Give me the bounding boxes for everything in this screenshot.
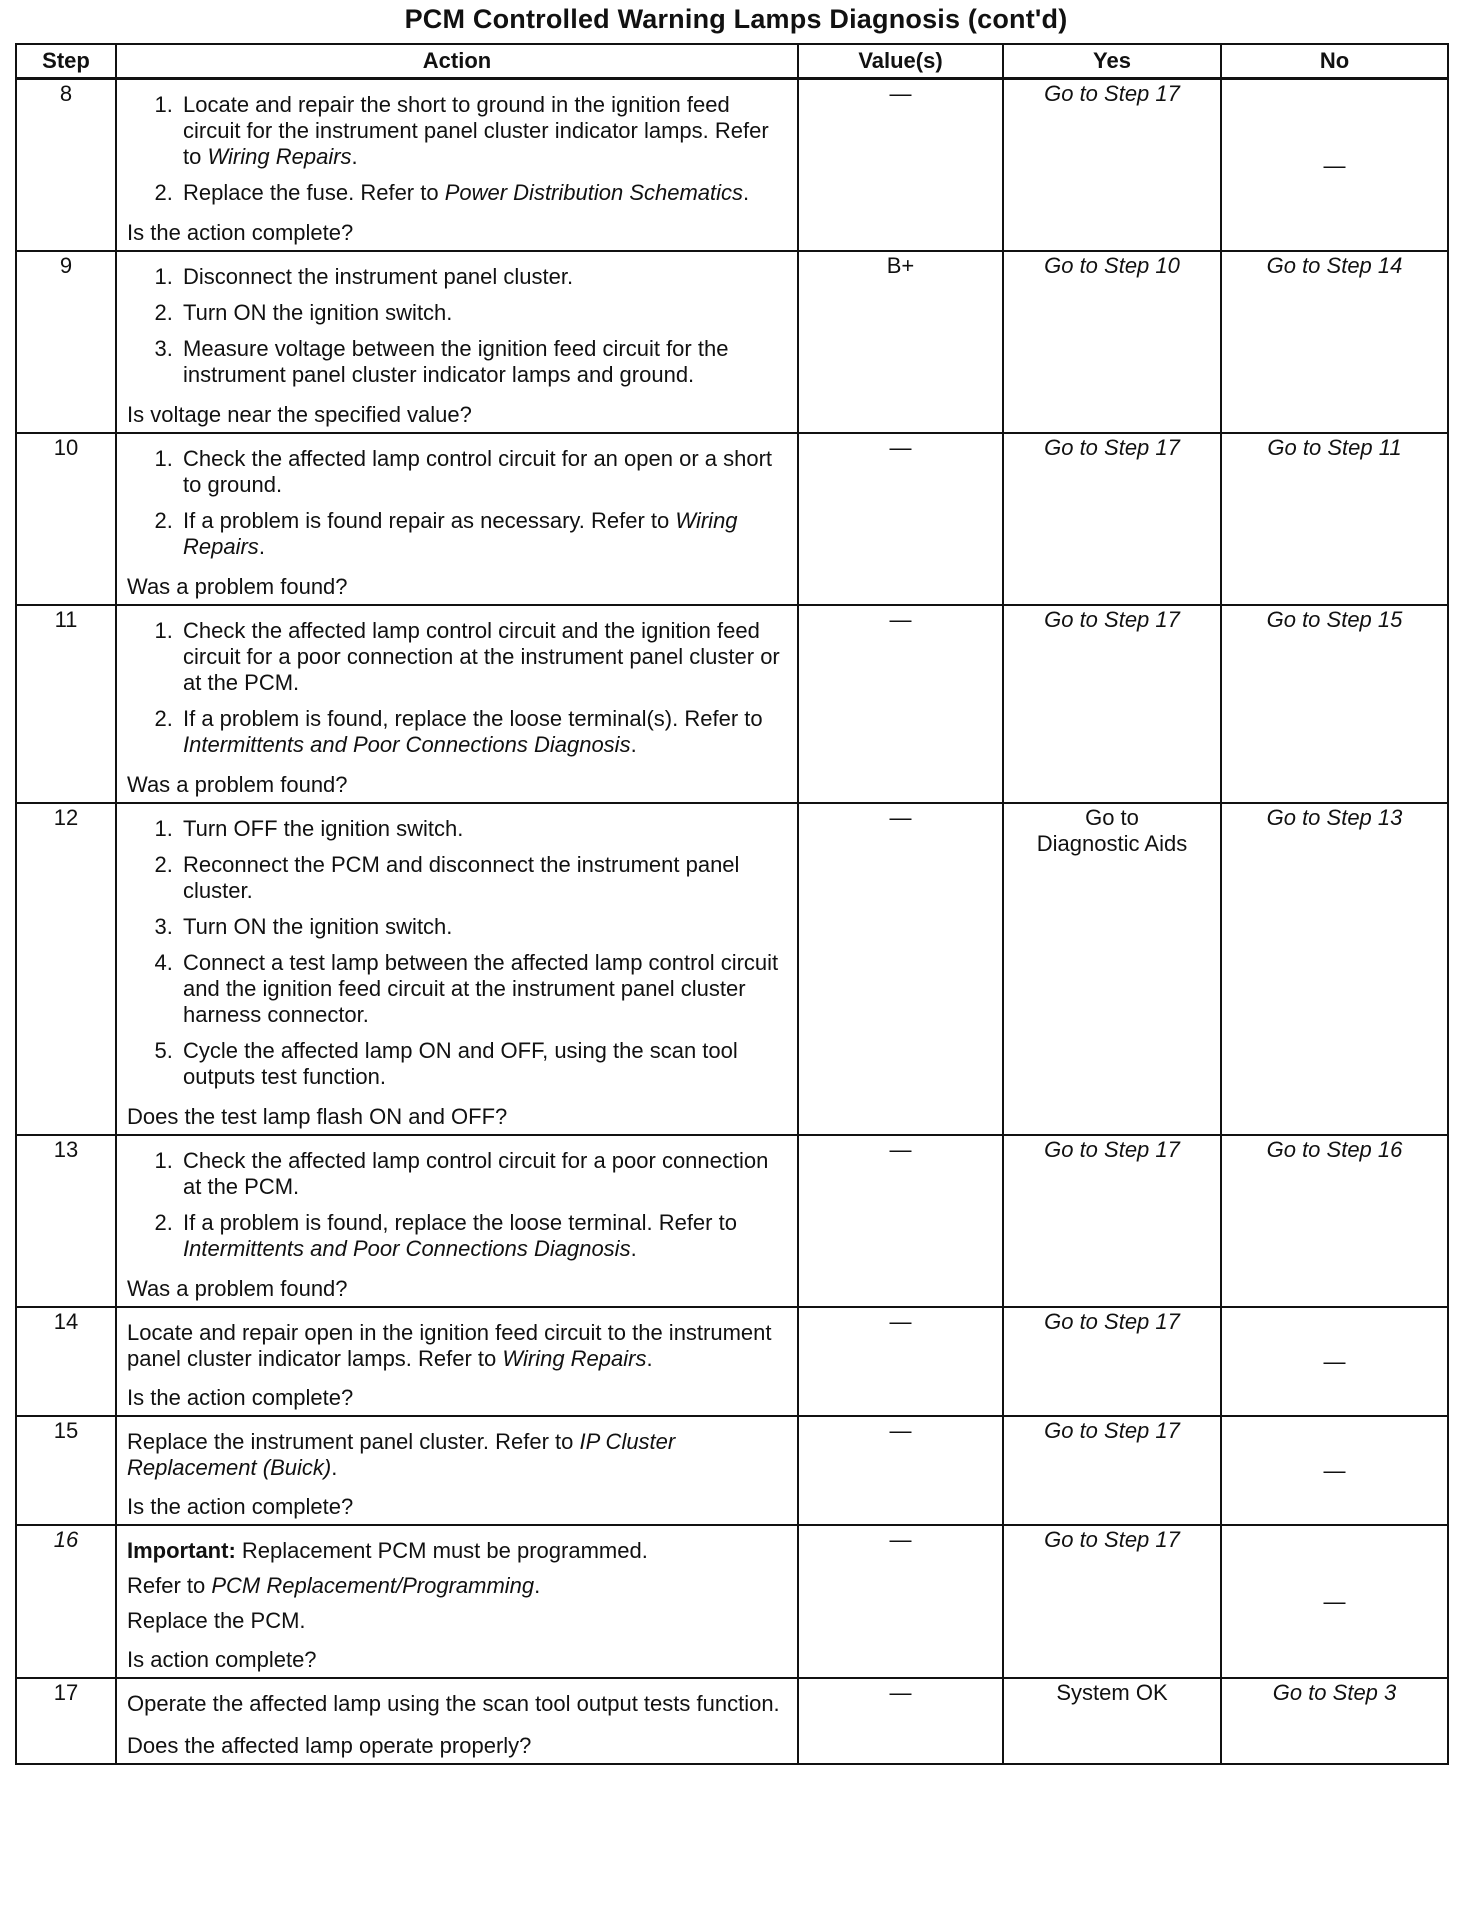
- yes-cell: [1003, 1525, 1221, 1678]
- text-run: Connect a test lamp between the affected lamp control circuit and the ignition feed circuit at the instrument panel cluster harness connector.: [183, 950, 779, 1027]
- text-run: Operate the affected lamp using the scan tool output tests function.: [127, 1691, 780, 1716]
- no-cell: [1221, 79, 1448, 252]
- no-result: —: [1323, 1349, 1346, 1374]
- no-cell: [1221, 1525, 1448, 1678]
- action-line: [127, 1429, 787, 1481]
- action-body: [127, 1429, 787, 1490]
- table-row: [16, 1678, 1448, 1764]
- step-number: 17: [16, 1678, 116, 1764]
- action-step-item: [179, 92, 787, 170]
- table-row: [16, 1135, 1448, 1307]
- action-cell: [116, 1678, 798, 1764]
- action-question: Is action complete?: [127, 1647, 317, 1672]
- step-number: 12: [16, 803, 116, 1135]
- yes-result: Go to Step 17: [1044, 1527, 1180, 1552]
- no-cell: [1221, 803, 1448, 1135]
- action-question: Is the action complete?: [127, 1494, 354, 1519]
- action-question: Is the action complete?: [127, 1385, 354, 1410]
- value-cell: —: [798, 1135, 1003, 1307]
- yes-cell: [1003, 1678, 1221, 1764]
- action-step-item: [179, 618, 787, 696]
- text-run: .: [630, 732, 637, 757]
- no-result: Go to Step 15: [1266, 607, 1403, 632]
- reference-link-text: Wiring Repairs: [207, 144, 352, 169]
- no-cell: [1221, 1307, 1448, 1416]
- action-cell: [116, 251, 798, 433]
- no-cell: [1221, 1416, 1448, 1525]
- table-row: [16, 803, 1448, 1135]
- value-cell: —: [798, 1416, 1003, 1525]
- step-number: 11: [16, 605, 116, 803]
- text-run: Replace the PCM.: [127, 1608, 306, 1633]
- action-steps-list: [127, 446, 787, 560]
- header-values: Value(s): [798, 44, 1003, 79]
- step-number: 15: [16, 1416, 116, 1525]
- action-cell: [116, 1525, 798, 1678]
- action-step-item: [179, 300, 787, 326]
- action-question: Does the affected lamp operate properly?: [127, 1733, 532, 1758]
- no-result: Go to Step 13: [1266, 805, 1403, 830]
- action-body: [127, 816, 787, 1100]
- action-question: Is voltage near the specified value?: [127, 402, 472, 427]
- action-body: [127, 264, 787, 398]
- yes-result: System OK: [1056, 1680, 1168, 1705]
- value-cell: —: [798, 1525, 1003, 1678]
- page-title: PCM Controlled Warning Lamps Diagnosis (cont'd): [404, 4, 1068, 34]
- text-run: .: [646, 1346, 653, 1371]
- header-yes: Yes: [1003, 44, 1221, 79]
- yes-result: Go to Step 17: [1044, 607, 1180, 632]
- no-result: Go to Step 16: [1266, 1137, 1403, 1162]
- yes-result: Go to Diagnostic Aids: [1036, 805, 1188, 856]
- action-step-item: [179, 1038, 787, 1090]
- value-cell: —: [798, 433, 1003, 605]
- reference-link-text: PCM Replacement/Programming: [211, 1573, 535, 1598]
- action-line: [127, 1320, 787, 1372]
- text-run: Turn ON the ignition switch.: [183, 300, 453, 325]
- yes-result: Go to Step 17: [1044, 81, 1180, 106]
- table-row: [16, 1307, 1448, 1416]
- action-body: [127, 92, 787, 216]
- action-steps-list: [127, 92, 787, 206]
- action-question: Was a problem found?: [127, 1276, 348, 1301]
- action-body: [127, 1148, 787, 1272]
- action-step-item: [179, 816, 787, 842]
- no-result: Go to Step 14: [1266, 253, 1403, 278]
- action-content: [117, 606, 797, 802]
- action-step-item: [179, 950, 787, 1028]
- action-line: [127, 1538, 787, 1564]
- header-action: Action: [116, 44, 798, 79]
- text-run: .: [630, 1236, 637, 1261]
- action-step-item: [179, 852, 787, 904]
- text-run: .: [534, 1573, 541, 1598]
- action-step-item: [179, 706, 787, 758]
- text-run: .: [331, 1455, 338, 1480]
- yes-cell: [1003, 251, 1221, 433]
- text-run: If a problem is found repair as necessary. Refer to: [183, 508, 676, 533]
- action-content: [117, 1308, 797, 1415]
- no-result: —: [1323, 152, 1346, 178]
- text-run: Replace the fuse. Refer to: [183, 180, 445, 205]
- text-run: Check the affected lamp control circuit for an open or a short to ground.: [183, 446, 773, 497]
- header-no: No: [1221, 44, 1448, 79]
- action-content: [117, 1417, 797, 1524]
- action-cell: [116, 605, 798, 803]
- table-body: [16, 79, 1448, 1765]
- action-cell: [116, 433, 798, 605]
- action-step-item: [179, 336, 787, 388]
- action-body: [127, 446, 787, 570]
- table-row: [16, 251, 1448, 433]
- yes-result: Go to Step 10: [1044, 253, 1180, 278]
- text-run: .: [351, 144, 358, 169]
- header-row: [16, 44, 1448, 79]
- yes-cell: [1003, 79, 1221, 252]
- step-number: 8: [16, 79, 116, 252]
- no-result: Go to Step 11: [1267, 435, 1402, 460]
- action-body: [127, 618, 787, 768]
- no-cell: [1221, 251, 1448, 433]
- yes-cell: [1003, 605, 1221, 803]
- text-run: If a problem is found, replace the loose terminal(s). Refer to: [183, 706, 763, 731]
- action-cell: [116, 1307, 798, 1416]
- yes-result: Go to Step 17: [1044, 1309, 1180, 1334]
- text-run: Locate and repair the short to ground in the ignition feed circuit for the instrument panel cluster indicator lamps. Refer to: [183, 92, 769, 169]
- yes-result: Go to Step 17: [1044, 1418, 1180, 1443]
- action-step-item: [179, 180, 787, 206]
- action-content: [117, 252, 797, 432]
- table-row: [16, 1416, 1448, 1525]
- no-result: Go to Step 3: [1272, 1680, 1397, 1705]
- action-question: Was a problem found?: [127, 772, 348, 797]
- action-step-item: [179, 264, 787, 290]
- action-line: [127, 1691, 787, 1717]
- step-number: 16: [16, 1525, 116, 1678]
- table-row: [16, 433, 1448, 605]
- reference-link-text: Wiring Repairs: [502, 1346, 647, 1371]
- reference-link-text: Wiring Repairs: [183, 508, 738, 559]
- text-run: Locate and repair open in the ignition feed circuit to the instrument panel cluster indicator lamps. Refer to: [127, 1320, 772, 1371]
- action-body: [127, 1691, 787, 1726]
- reference-link-text: Intermittents and Poor Connections Diagnosis: [183, 1236, 631, 1261]
- action-step-item: [179, 1148, 787, 1200]
- action-steps-list: [127, 264, 787, 388]
- action-step-item: [179, 446, 787, 498]
- action-question: Is the action complete?: [127, 220, 354, 245]
- value-cell: —: [798, 79, 1003, 252]
- action-body: [127, 1320, 787, 1381]
- yes-cell: [1003, 1307, 1221, 1416]
- step-number: 10: [16, 433, 116, 605]
- action-steps-list: [127, 618, 787, 758]
- header-step: Step: [16, 44, 116, 79]
- text-run: Turn ON the ignition switch.: [183, 914, 453, 939]
- text-run: Refer to: [127, 1573, 212, 1598]
- text-run: If a problem is found, replace the loose terminal. Refer to: [183, 1210, 737, 1235]
- action-content: [117, 1526, 797, 1677]
- text-run: Replace the instrument panel cluster. Refer to: [127, 1429, 580, 1454]
- text-run: Reconnect the PCM and disconnect the instrument panel cluster.: [183, 852, 740, 903]
- text-run: .: [258, 534, 265, 559]
- text-run: Cycle the affected lamp ON and OFF, using the scan tool outputs test function.: [183, 1038, 738, 1089]
- yes-cell: [1003, 433, 1221, 605]
- action-cell: [116, 803, 798, 1135]
- no-cell: [1221, 1135, 1448, 1307]
- reference-link-text: Power Distribution Schematics: [444, 180, 744, 205]
- action-line: [127, 1608, 787, 1634]
- reference-link-text: Intermittents and Poor Connections Diagnosis: [183, 732, 631, 757]
- action-question: Does the test lamp flash ON and OFF?: [127, 1104, 508, 1129]
- yes-result: Go to Step 17: [1044, 1137, 1180, 1162]
- action-content: [117, 804, 797, 1134]
- action-steps-list: [127, 1148, 787, 1262]
- diagnosis-table: [15, 43, 1449, 1765]
- value-cell: —: [798, 1678, 1003, 1764]
- yes-cell: [1003, 1135, 1221, 1307]
- step-number: 14: [16, 1307, 116, 1416]
- action-content: [117, 434, 797, 604]
- action-cell: [116, 1416, 798, 1525]
- action-cell: [116, 1135, 798, 1307]
- text-run: Disconnect the instrument panel cluster.: [183, 264, 574, 289]
- action-step-item: [179, 508, 787, 560]
- action-line: [127, 1573, 787, 1599]
- no-result: —: [1323, 1458, 1346, 1483]
- important-label: Important:: [127, 1538, 236, 1563]
- reference-link-text: IP Cluster Replacement (Buick): [127, 1429, 676, 1480]
- value-cell: —: [798, 605, 1003, 803]
- no-result: —: [1323, 1589, 1346, 1614]
- action-cell: [116, 79, 798, 252]
- no-cell: [1221, 605, 1448, 803]
- no-cell: [1221, 1678, 1448, 1764]
- table-row: [16, 79, 1448, 252]
- action-content: [117, 80, 797, 250]
- no-cell: [1221, 433, 1448, 605]
- value-cell: —: [798, 1307, 1003, 1416]
- step-number: 13: [16, 1135, 116, 1307]
- text-run: Turn OFF the ignition switch.: [183, 816, 464, 841]
- step-number: 9: [16, 251, 116, 433]
- action-step-item: [179, 1210, 787, 1262]
- text-run: Measure voltage between the ignition feed circuit for the instrument panel cluster indicator lamps and ground.: [183, 336, 729, 387]
- table-row: [16, 1525, 1448, 1678]
- yes-cell: [1003, 1416, 1221, 1525]
- yes-cell: [1003, 803, 1221, 1135]
- action-content: [117, 1136, 797, 1306]
- yes-result: Go to Step 17: [1044, 435, 1180, 460]
- action-question: Was a problem found?: [127, 574, 348, 599]
- value-cell: —: [798, 803, 1003, 1135]
- text-run: Replacement PCM must be programmed.: [235, 1538, 648, 1563]
- action-body: [127, 1538, 787, 1643]
- action-content: [117, 1679, 797, 1763]
- text-run: .: [743, 180, 750, 205]
- value-cell: B+: [798, 251, 1003, 433]
- table-row: [16, 605, 1448, 803]
- text-run: Check the affected lamp control circuit and the ignition feed circuit for a poor connection at the instrument panel cluster or at the PCM.: [183, 618, 780, 695]
- action-step-item: [179, 914, 787, 940]
- action-steps-list: [127, 816, 787, 1090]
- text-run: Check the affected lamp control circuit for a poor connection at the PCM.: [183, 1148, 769, 1199]
